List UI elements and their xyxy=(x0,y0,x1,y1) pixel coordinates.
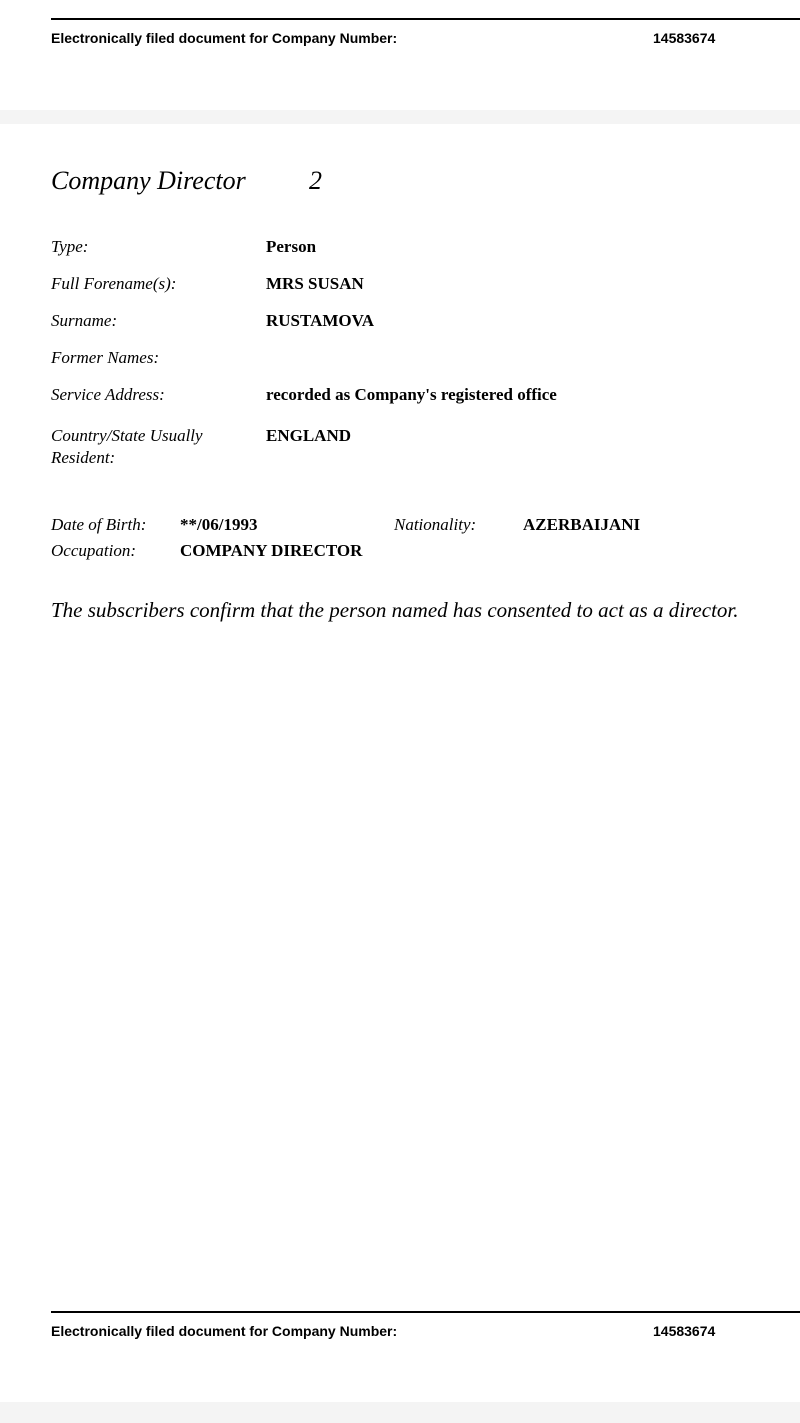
occupation-value: COMPANY DIRECTOR xyxy=(180,541,363,560)
forenames-value: MRS SUSAN xyxy=(266,274,364,293)
header-label: Electronically filed document for Company Number: xyxy=(51,30,398,46)
footer-company-number: 14583674 xyxy=(653,1323,716,1339)
forenames-label: Full Forename(s): xyxy=(51,274,177,293)
service-address-value: recorded as Company's registered office xyxy=(266,385,557,404)
occupation-label: Occupation: xyxy=(51,541,136,560)
type-label: Type: xyxy=(51,237,89,256)
country-value: ENGLAND xyxy=(266,426,352,445)
service-address-label: Service Address: xyxy=(51,385,165,404)
document-footer xyxy=(51,1311,800,1353)
surname-label: Surname: xyxy=(51,311,118,330)
country-label-line1: Country/State Usually xyxy=(51,426,203,445)
section-title: Company Director xyxy=(51,166,246,195)
header-company-number: 14583674 xyxy=(653,30,716,46)
dob-value: **/06/1993 xyxy=(180,515,258,534)
country-label xyxy=(51,425,241,469)
document-header xyxy=(51,18,800,60)
former-names-label: Former Names: xyxy=(51,348,160,367)
type-value: Person xyxy=(266,237,317,256)
section-number: 2 xyxy=(309,166,322,195)
nationality-label: Nationality: xyxy=(394,515,477,534)
page-separator xyxy=(0,110,800,124)
nationality-value: AZERBAIJANI xyxy=(523,515,641,534)
page-separator-bottom xyxy=(0,1402,800,1423)
consent-statement: The subscribers confirm that the person named has consented to act as a director. xyxy=(51,598,739,622)
country-label-line2: Resident: xyxy=(51,448,116,467)
footer-label: Electronically filed document for Company Number: xyxy=(51,1323,398,1339)
surname-value: RUSTAMOVA xyxy=(266,311,374,330)
dob-label: Date of Birth: xyxy=(51,515,147,534)
